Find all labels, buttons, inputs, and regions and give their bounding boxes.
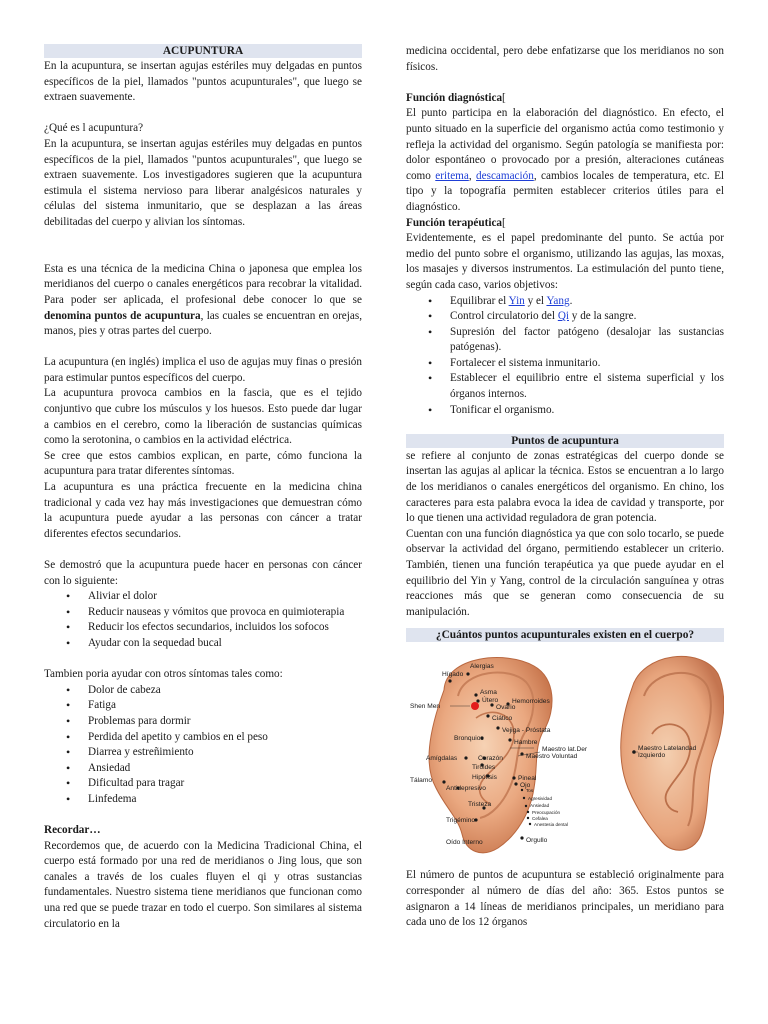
list-item: • Reducir nauseas y vómitos que provoca en quimioterapia: [88, 605, 362, 621]
yang-link[interactable]: Yang: [546, 294, 570, 307]
question-heading: ¿Qué es l acupuntura?: [44, 122, 144, 135]
pineal-label: Pineal: [518, 775, 537, 783]
recordar-paragraph: Recordemos que, de acuerdo con la Medicina Tradicional China, el cuerpo está formado por una red de meridianos o Jing lous, que son canales a través de los cuales fluyen el qi y otras sustancias fundamentales. Nuestro sistema tiene meridianos que funcionan como una red que se puede trazar en todo el cuerpo. Son similares al sistema circulatorio en la: [44, 839, 362, 930]
tristeza-label: Tristeza: [468, 801, 492, 809]
diagnostic-heading: [406, 91, 724, 107]
cancer-intro: Se demostró que la acupuntura puede hacer en personas con cáncer con lo siguiente:: [44, 559, 362, 587]
list-item: • Supresión del factor patógeno (desalojar las sustancias patógenas).: [450, 325, 724, 356]
ansiedad-label: Ansiedad: [530, 803, 550, 809]
diagnostic-text-a: El punto participa en la elaboración del diagnóstico. En efecto, el punto situado en la superficie del organismo actúa como testimonio y refleja la actividad del organismo. Según patología se manifiesta por: dolor espontáneo o provocado por a presión, alteraciones cutáneas como: [406, 107, 724, 182]
trigemino-label: Trigémino: [446, 817, 476, 825]
corazon-label: Corazón: [478, 755, 503, 763]
orgullo-label: Orgullo: [526, 837, 548, 845]
puntos-paragraph: se refiere al conjunto de zonas estratégicas del cuerpo donde se insertan las agujas al aplicar la técnica. Estos se encuentran a lo largo de los meridianos o canales energéticos del organismo. En chino, los caracteres para esta palabra evoca la idea de cavidad y transporte, por lo que tienen una actividad reguladora de gran potencia.: [406, 449, 724, 525]
list-item: • Problemas para dormir: [88, 714, 362, 730]
list-item: • Perdida del apetito y cambios en el peso: [88, 730, 362, 746]
list-item: • Tonificar el organismo.: [450, 403, 724, 419]
english-paragraph: La acupuntura (en inglés) implica el uso de agujas muy finas o presión para estimular puntos específicos del cuerpo.: [44, 356, 362, 384]
list-item: • Fatiga: [88, 698, 362, 714]
preocupacion-label: Preocupación: [532, 810, 561, 816]
asma-label: Asma: [480, 689, 497, 697]
list-item: • Linfedema: [88, 792, 362, 808]
tos-label: Tos: [526, 788, 534, 794]
shen-men-label: Shen Men: [410, 703, 441, 711]
list-item: • Establecer el equilibrio entre el sistema superficial y los órganos internos.: [450, 371, 724, 402]
obj2-text-b: y de la sangre.: [569, 310, 637, 323]
ojo-label: Ojo: [520, 782, 531, 790]
tiroides-label: Tiroides: [472, 764, 496, 772]
maestro-lateralidad-label: Maestro Latelandad: [638, 745, 697, 753]
therapeutic-bracket: [: [502, 216, 506, 229]
question-answer-paragraph: En la acupuntura, se insertan agujas estériles muy delgadas en puntos específicos de la piel, llamados "puntos acupunturales", que luego se extraen suavemente. Los investigadores sugieren que la acupuntura estimula el sistema nervioso para liberar analgésicos naturales y células del sistema inmunitario, que se desplazan a las áreas debilitadas del cuerpo y alivian los síntomas.: [44, 137, 362, 228]
therapeutic-title: Función terapéutica: [406, 216, 503, 229]
obj1-text-c: .: [569, 294, 573, 307]
eritema-link[interactable]: eritema: [435, 169, 469, 182]
descamacion-link[interactable]: descamación: [476, 169, 534, 182]
fascia-paragraph: La acupuntura provoca cambios en la fascia, que es el tejido conjuntivo que cubre los músculos y los huesos. Esto puede dar lugar a cambios en el cerebro, como la liberación de sustancias químicas como la serotonina, o cambios en la actividad eléctrica.: [44, 387, 362, 447]
agresividad-label: Agresividad: [528, 796, 553, 802]
technique-text-a: Esta es una técnica de la medicina China o japonesa que emplea los meridianos del cuerpo o canales energéticos para recobrar la vitalidad. Para poder ser aplicada, el profesional debe conocer lo que se: [44, 262, 362, 306]
final-paragraph: El número de puntos de acupuntura se estableció originalmente para corresponder al número de días del año: 365. Estos puntos se asignaron a 14 líneas de meridianos principales, un meridiano para cada uno de los 12 órganos: [406, 869, 724, 929]
list-item: • Ayudar con la sequedad bucal: [88, 636, 362, 652]
recordar-heading: Recordar…: [44, 824, 101, 837]
diagnostic-title: Función diagnóstica: [406, 91, 503, 104]
ear-acupuncture-diagram: [406, 648, 724, 858]
ovario-label: Ovario: [496, 704, 516, 712]
cuantos-heading: ¿Cuántos puntos acupunturales existen en el cuerpo?: [406, 628, 724, 642]
left-ear-illustration: [410, 658, 588, 853]
higado-label: Hígado: [442, 671, 464, 679]
list-item: • Diarrea y estreñimiento: [88, 745, 362, 761]
other-symptoms-list: [44, 683, 362, 808]
list-item: • Dificultad para tragar: [88, 776, 362, 792]
technique-paragraph: [44, 262, 362, 340]
oido-interno-label: Oído Interno: [446, 839, 483, 847]
puntos-heading: Puntos de acupuntura: [406, 434, 724, 448]
continuation-paragraph: medicina occidental, pero debe enfatizarse que los meridianos no son físicos.: [406, 45, 724, 73]
list-item: [450, 294, 724, 310]
intro-paragraph: En la acupuntura, se insertan agujas estériles muy delgadas en puntos específicos de la piel, llamados "puntos acupunturales", que luego se extraen suavemente.: [44, 60, 362, 104]
list-item: • Dolor de cabeza: [88, 683, 362, 699]
technique-bold-term: denomina puntos de acupuntura: [44, 309, 201, 322]
list-item: • Aliviar el dolor: [88, 589, 362, 605]
amigdalas-label: Amígdalas: [426, 755, 458, 763]
diagnostic-paragraph: [406, 106, 724, 215]
other-symptoms-intro: Tambien poria ayudar con otros síntomas tales como:: [44, 668, 283, 681]
acupuntura-heading: ACUPUNTURA: [44, 44, 362, 58]
bronquios-label: Bronquios: [454, 735, 484, 743]
yin-link[interactable]: Yin: [508, 294, 525, 307]
list-item: • Reducir los efectos secundarios, incluidos los sofocos: [88, 620, 362, 636]
diagnostic-comma: ,: [468, 169, 477, 182]
hemorroides-label: Hemorroides: [512, 698, 550, 706]
utero-label: Útero: [482, 697, 499, 705]
obj1-text-a: Equilibrar el: [450, 294, 509, 307]
technique-text-b: , las cuales se encuentran en orejas, manos, pies y otras partes del cuerpo.: [44, 309, 362, 338]
therapeutic-paragraph: Evidentemente, es el papel predominante del punto. Se actúa por medio del punto sobre el organismo, utilizando las agujas, las moxas, los masajes y diversos instrumentos. La estimulación del punto tiene, según cada caso, varios objetivos:: [406, 232, 724, 291]
alergias-label: Alergias: [470, 663, 494, 671]
vejiga-label: Vejiga - Próstata: [502, 727, 551, 735]
right-column: [406, 44, 724, 931]
maestro-der-label: Maestro lat.Der: [542, 746, 588, 754]
practice-paragraph: La acupuntura es una práctica frecuente en la medicina china tradicional y cada vez hay más investigaciones que demuestran cómo la acupuntura puede ayudar a las personas con cáncer a tratar diferentes efectos secundarios.: [44, 481, 362, 540]
left-column: [44, 44, 362, 932]
list-item: • Fortalecer el sistema inmunitario.: [450, 356, 724, 372]
izquierdo-label: Izquierdo: [638, 752, 666, 760]
belief-paragraph: Se cree que estos cambios explican, en parte, cómo funciona la acupuntura para tratar diferentes síntomas.: [44, 449, 362, 478]
cefalea-label: Cefalea: [532, 816, 548, 822]
diagnostic-text-b: , cambios locales de temperatura, etc. El tipo y la topografía permiten establecer criterios útiles para el diagnóstico.: [406, 169, 725, 213]
obj2-text-a: Control circulatorio del: [450, 310, 558, 323]
hambre-label: Hambre: [514, 739, 538, 747]
cancer-list: [44, 589, 362, 651]
puntos-paragraph-2: Cuentan con una función diagnóstica ya que con solo tocarlo, se puede observar la actividad del órgano, permitiendo establecer un criterio. También, tienen una función terapéutica ya que puede ayudar en el equilibrio del Yin y Yang, control de la circulación sanguínea y otras reacciones más que se generan como consecuencia de su manipulación.: [406, 527, 724, 618]
list-item: [450, 309, 724, 325]
ciatico-label: Ciático: [492, 715, 513, 723]
right-ear-illustration: [621, 657, 724, 851]
hipofisis-label: Hipófisis: [472, 774, 497, 782]
diagnostic-bracket: [: [502, 91, 506, 104]
list-item: • Ansiedad: [88, 761, 362, 777]
obj1-text-b: y el: [524, 294, 547, 307]
objectives-list: [406, 294, 724, 419]
maestro-voluntad-label: Maestro Voluntad: [526, 753, 578, 761]
anestesia-label: Anestesia dental: [534, 822, 568, 828]
antidepresivo-label: Antidepresivo: [446, 785, 486, 793]
talamo-label: Tálamo: [410, 777, 432, 785]
therapeutic-heading: [406, 216, 724, 232]
qi-link[interactable]: Qi: [557, 310, 569, 323]
